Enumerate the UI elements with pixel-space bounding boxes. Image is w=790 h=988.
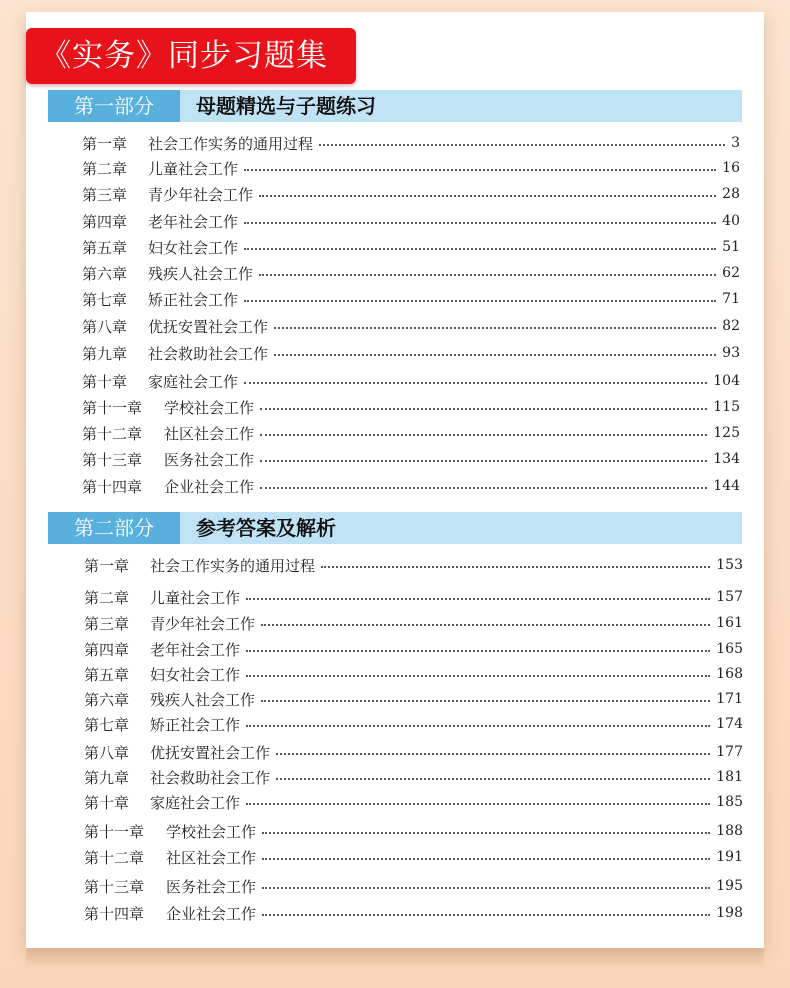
toc-entry bbox=[84, 875, 743, 897]
toc-entry bbox=[82, 236, 740, 258]
toc-entry bbox=[84, 554, 743, 576]
toc-page-number: 125 bbox=[713, 425, 740, 441]
toc-entry bbox=[82, 342, 740, 364]
toc-page-number: 82 bbox=[722, 318, 740, 334]
toc-chapter-number: 第二章 bbox=[84, 588, 130, 607]
toc-chapter-title: 社会救助社会工作 bbox=[150, 768, 271, 787]
toc-chapter-number: 第十三章 bbox=[82, 450, 143, 469]
toc-dot-leader bbox=[244, 248, 716, 250]
toc-chapter-title: 矫正社会工作 bbox=[150, 715, 241, 734]
toc-page-number: 28 bbox=[722, 186, 740, 202]
toc-entry bbox=[84, 741, 743, 763]
toc-page-number: 174 bbox=[716, 716, 743, 732]
toc-chapter-number: 第九章 bbox=[82, 344, 128, 363]
toc-chapter-title: 青少年社会工作 bbox=[148, 185, 254, 204]
toc-page-number: 93 bbox=[722, 345, 740, 361]
toc-entry bbox=[84, 688, 743, 710]
toc-page-number: 171 bbox=[716, 691, 743, 707]
toc-dot-leader bbox=[246, 675, 710, 677]
toc-chapter-title: 优抚安置社会工作 bbox=[150, 743, 271, 762]
toc-chapter-title: 残疾人社会工作 bbox=[148, 264, 254, 283]
toc-page-number: 51 bbox=[722, 239, 740, 255]
toc-chapter-number: 第十章 bbox=[84, 793, 130, 812]
toc-entry bbox=[82, 157, 740, 179]
toc-chapter-title: 优抚安置社会工作 bbox=[148, 317, 269, 336]
toc-dot-leader bbox=[246, 725, 710, 727]
toc-chapter-title: 儿童社会工作 bbox=[150, 588, 241, 607]
toc-chapter-title: 社区社会工作 bbox=[166, 848, 257, 867]
toc-chapter-number: 第二章 bbox=[82, 159, 128, 178]
toc-chapter-title: 社会工作实务的通用过程 bbox=[148, 134, 314, 153]
toc-entry bbox=[82, 448, 740, 470]
toc-chapter-title: 青少年社会工作 bbox=[150, 614, 256, 633]
part1-tag: 第一部分 bbox=[48, 90, 180, 122]
toc-page-number: 3 bbox=[731, 135, 740, 151]
toc-dot-leader bbox=[319, 144, 725, 146]
toc-entry bbox=[84, 638, 743, 660]
toc-entry bbox=[82, 288, 740, 310]
toc-chapter-title: 学校社会工作 bbox=[164, 398, 255, 417]
toc-chapter-title: 社区社会工作 bbox=[164, 424, 255, 443]
toc-chapter-number: 第六章 bbox=[82, 264, 128, 283]
part2-tag: 第二部分 bbox=[48, 512, 180, 544]
toc-dot-leader bbox=[244, 382, 707, 384]
toc-chapter-number: 第八章 bbox=[84, 743, 130, 762]
part2-header bbox=[48, 512, 742, 544]
toc-dot-leader bbox=[244, 169, 716, 171]
toc-entry bbox=[84, 612, 743, 634]
toc-chapter-title: 医务社会工作 bbox=[164, 450, 255, 469]
toc-page-number: 153 bbox=[716, 557, 743, 573]
toc-chapter-number: 第九章 bbox=[84, 768, 130, 787]
toc-chapter-title: 儿童社会工作 bbox=[148, 159, 239, 178]
toc-entry bbox=[84, 713, 743, 735]
toc-chapter-number: 第七章 bbox=[84, 715, 130, 734]
toc-chapter-number: 第十一章 bbox=[82, 398, 143, 417]
toc-dot-leader bbox=[274, 354, 716, 356]
toc-page-number: 16 bbox=[722, 160, 740, 176]
toc-page-number: 165 bbox=[716, 641, 743, 657]
toc-chapter-number: 第十四章 bbox=[84, 904, 145, 923]
toc-entry bbox=[84, 766, 743, 788]
toc-page-number: 185 bbox=[716, 794, 743, 810]
toc-page-number: 177 bbox=[716, 744, 743, 760]
toc-chapter-title: 妇女社会工作 bbox=[150, 665, 241, 684]
toc-chapter-number: 第一章 bbox=[82, 134, 128, 153]
toc-chapter-number: 第六章 bbox=[84, 690, 130, 709]
toc-dot-leader bbox=[321, 566, 710, 568]
toc-page-number: 191 bbox=[716, 849, 743, 865]
part1-header bbox=[48, 90, 742, 122]
toc-chapter-title: 老年社会工作 bbox=[148, 212, 239, 231]
toc-chapter-number: 第五章 bbox=[82, 238, 128, 257]
toc-chapter-title: 妇女社会工作 bbox=[148, 238, 239, 257]
toc-chapter-number: 第三章 bbox=[84, 614, 130, 633]
toc-chapter-number: 第十四章 bbox=[82, 477, 143, 496]
toc-page-number: 134 bbox=[713, 451, 740, 467]
toc-chapter-number: 第四章 bbox=[82, 212, 128, 231]
toc-entry bbox=[82, 370, 740, 392]
toc-page-number: 144 bbox=[713, 478, 740, 494]
toc-dot-leader bbox=[260, 434, 707, 436]
toc-dot-leader bbox=[262, 832, 710, 834]
toc-dot-leader bbox=[261, 624, 710, 626]
toc-chapter-number: 第十章 bbox=[82, 372, 128, 391]
toc-chapter-number: 第八章 bbox=[82, 317, 128, 336]
toc-page-number: 161 bbox=[716, 615, 743, 631]
toc-page-number: 115 bbox=[713, 399, 740, 415]
toc-dot-leader bbox=[246, 598, 710, 600]
toc-chapter-number: 第十三章 bbox=[84, 877, 145, 896]
toc-entry bbox=[82, 210, 740, 232]
toc-chapter-title: 学校社会工作 bbox=[166, 822, 257, 841]
toc-entry bbox=[84, 846, 743, 868]
toc-page-number: 181 bbox=[716, 769, 743, 785]
toc-page-number: 168 bbox=[716, 666, 743, 682]
toc-chapter-title: 社会工作实务的通用过程 bbox=[150, 556, 316, 575]
toc-dot-leader bbox=[274, 327, 716, 329]
toc-entry bbox=[84, 791, 743, 813]
toc-entry bbox=[82, 315, 740, 337]
toc-chapter-title: 企业社会工作 bbox=[166, 904, 257, 923]
toc-page-number: 40 bbox=[722, 213, 740, 229]
toc-entry bbox=[84, 586, 743, 608]
toc-chapter-title: 企业社会工作 bbox=[164, 477, 255, 496]
toc-chapter-title: 社会救助社会工作 bbox=[148, 344, 269, 363]
toc-entry bbox=[84, 902, 743, 924]
toc-chapter-number: 第一章 bbox=[84, 556, 130, 575]
toc-entry bbox=[82, 475, 740, 497]
page-shadow bbox=[26, 948, 764, 968]
toc-dot-leader bbox=[262, 887, 710, 889]
toc-entry bbox=[82, 132, 740, 154]
toc-page-number: 198 bbox=[716, 905, 743, 921]
toc-dot-leader bbox=[261, 700, 710, 702]
book-title-banner: 《实务》同步习题集 bbox=[26, 28, 356, 84]
toc-dot-leader bbox=[260, 460, 707, 462]
toc-chapter-title: 家庭社会工作 bbox=[150, 793, 241, 812]
toc-page-number: 195 bbox=[716, 878, 743, 894]
toc-chapter-title: 残疾人社会工作 bbox=[150, 690, 256, 709]
toc-page-number: 157 bbox=[716, 589, 743, 605]
toc-dot-leader bbox=[259, 195, 716, 197]
part1-title: 母题精选与子题练习 bbox=[196, 94, 376, 118]
toc-dot-leader bbox=[260, 408, 707, 410]
part2-title: 参考答案及解析 bbox=[196, 516, 336, 540]
toc-chapter-number: 第十二章 bbox=[82, 424, 143, 443]
toc-dot-leader bbox=[260, 487, 707, 489]
toc-page-number: 188 bbox=[716, 823, 743, 839]
toc-chapter-title: 老年社会工作 bbox=[150, 640, 241, 659]
toc-entry bbox=[82, 262, 740, 284]
toc-dot-leader bbox=[246, 803, 710, 805]
toc-dot-leader bbox=[262, 914, 710, 916]
toc-dot-leader bbox=[276, 753, 710, 755]
toc-entry bbox=[84, 663, 743, 685]
toc-entry bbox=[84, 820, 743, 842]
toc-chapter-title: 医务社会工作 bbox=[166, 877, 257, 896]
toc-dot-leader bbox=[246, 650, 710, 652]
toc-dot-leader bbox=[262, 858, 710, 860]
toc-page-number: 62 bbox=[722, 265, 740, 281]
toc-chapter-number: 第四章 bbox=[84, 640, 130, 659]
toc-dot-leader bbox=[244, 222, 716, 224]
toc-entry bbox=[82, 422, 740, 444]
toc-chapter-number: 第三章 bbox=[82, 185, 128, 204]
toc-entry bbox=[82, 183, 740, 205]
toc-chapter-number: 第七章 bbox=[82, 290, 128, 309]
toc-chapter-number: 第五章 bbox=[84, 665, 130, 684]
toc-dot-leader bbox=[244, 300, 716, 302]
toc-chapter-number: 第十一章 bbox=[84, 822, 145, 841]
toc-page-number: 104 bbox=[713, 373, 740, 389]
toc-page-number: 71 bbox=[722, 291, 740, 307]
toc-chapter-title: 矫正社会工作 bbox=[148, 290, 239, 309]
toc-chapter-title: 家庭社会工作 bbox=[148, 372, 239, 391]
toc-chapter-number: 第十二章 bbox=[84, 848, 145, 867]
toc-dot-leader bbox=[259, 274, 716, 276]
toc-entry bbox=[82, 396, 740, 418]
toc-dot-leader bbox=[276, 778, 710, 780]
